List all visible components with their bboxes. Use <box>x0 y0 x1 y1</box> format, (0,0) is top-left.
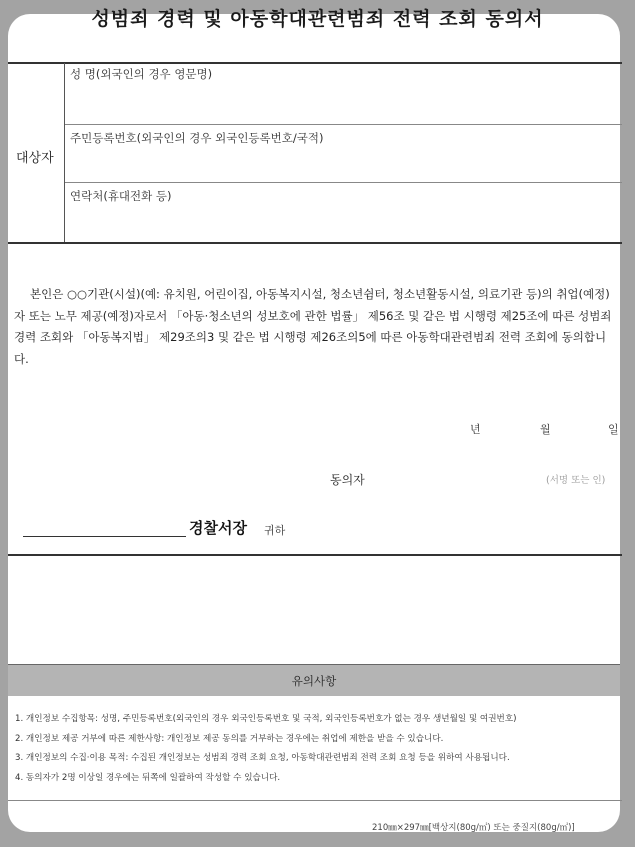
resident-number-field[interactable]: 주민등록번호(외국인의 경우 외국인등록번호/국적) <box>70 131 324 145</box>
document-title: 성범죄 경력 및 아동학대관련범죄 전력 조회 동의서 <box>91 8 544 30</box>
consenter-label: 동의자 <box>330 473 365 487</box>
police-station-blank[interactable] <box>23 536 186 537</box>
date-year-label: 년 <box>470 423 481 436</box>
table-column-divider <box>64 63 65 243</box>
consent-paragraph: 본인은 ○○기관(시설)(예: 유치원, 어린이집, 아동복지시설, 청소년쉼터, 청소년활동시설, 의료기관 등)의 취업(예정)자 또는 노무 제공(예정)자로서 「아동·청소년의 성보호에 관한 법률」 제56조 및 같은 법 시행령 제25조에 따른 성범죄 경력 조회와 「아동복지법」 제29조의3 및 같은 법 시행령 제26조의5에 따른 아동학대관련범죄 전력 조회에 동의합니다. <box>14 287 612 366</box>
row-divider <box>65 124 622 125</box>
date-day-label: 일 <box>608 423 619 436</box>
addressee-suffix: 귀하 <box>264 524 286 537</box>
notice-item: 2. 개인정보 제공 거부에 따른 제한사항: 개인정보 제공 동의를 거부하는 경우에는 취업에 제한을 받을 수 있습니다. <box>15 733 444 744</box>
section-divider <box>8 554 622 556</box>
notice-header <box>8 664 620 696</box>
notice-item: 3. 개인정보의 수집·이용 목적: 수집된 개인정보는 성범죄 경력 조회 요청, 아동학대관련범죄 전력 조회 요청 등을 위하여 사용됩니다. <box>15 753 510 763</box>
notice-title: 유의사항 <box>291 674 337 688</box>
notice-item: 4. 동의자가 2명 이상일 경우에는 뒤쪽에 일괄하여 작성할 수 있습니다. <box>15 772 281 783</box>
signature-placeholder[interactable]: (서명 또는 인) <box>546 475 606 486</box>
table-top-border <box>8 62 622 64</box>
date-month-label: 월 <box>540 423 551 436</box>
contact-field[interactable]: 연락처(휴대전화 등) <box>70 189 172 203</box>
name-field[interactable]: 성 명(외국인의 경우 영문명) <box>70 67 213 81</box>
table-bottom-border <box>8 242 622 244</box>
police-chief-title: 경찰서장 <box>189 519 247 537</box>
footer-divider <box>8 800 622 801</box>
notice-list <box>15 710 625 788</box>
row-divider <box>65 182 622 183</box>
paper-spec: 210㎜×297㎜[백상지(80g/㎡) 또는 중질지(80g/㎡)] <box>372 823 575 833</box>
notice-item: 1. 개인정보 수집항목: 성명, 주민등록번호(외국인의 경우 외국인등록번호 및 국적, 외국인등록번호가 없는 경우 생년월일 및 여권번호) <box>15 714 517 724</box>
subject-label: 대상자 <box>16 151 54 166</box>
